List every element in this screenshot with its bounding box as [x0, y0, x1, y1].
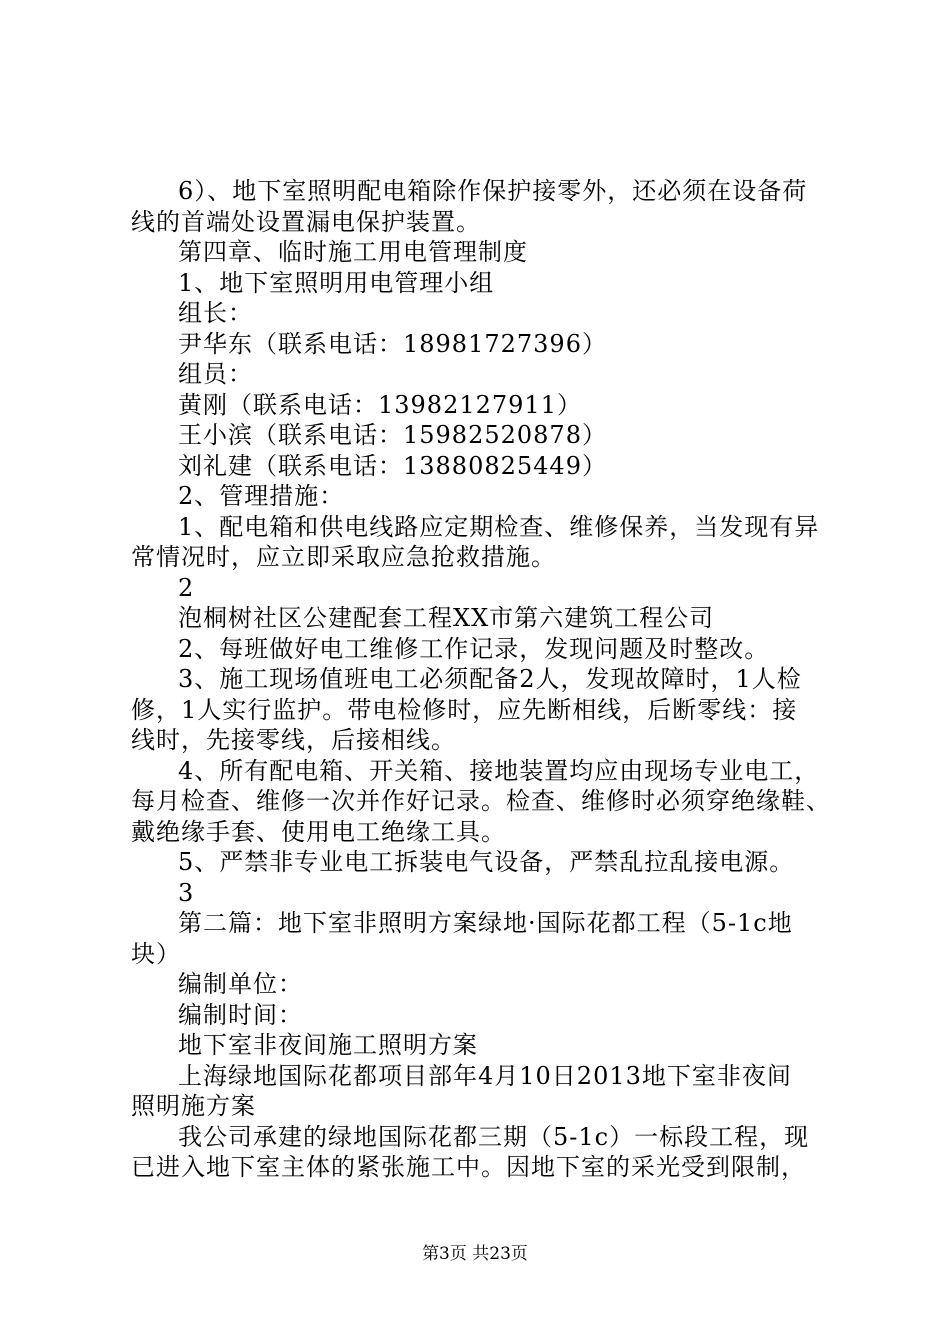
text-line: 5、严禁非专业电工拆装电气设备，严禁乱拉乱接电源。: [178, 848, 795, 876]
text-line: 编制时间：: [178, 1000, 303, 1029]
text-line: 2、管理措施：: [178, 482, 345, 510]
text-line: 3: [178, 878, 195, 907]
text-line: 王小滨（联系电话：15982520878）: [178, 421, 607, 449]
text-line: 第二篇：地下室非照明方案绿地·国际花都工程（5-1c地: [178, 909, 793, 937]
text-line: 修，1人实行监护。带电检修时，应先断相线，后断零线：接: [131, 695, 798, 724]
text-line: 组长：: [178, 299, 253, 327]
text-line: 上海绿地国际花都项目部年4月10日2013地下室非夜间: [178, 1061, 792, 1090]
text-line: 尹华东（联系电话：18981727396）: [178, 329, 607, 358]
text-line: 块）: [131, 939, 181, 968]
text-line: 3、施工现场值班电工必须配备2人，发现故障时，1人检: [178, 665, 802, 693]
text-line: 4、所有配电箱、开关箱、接地装置均应由现场专业电工，: [178, 756, 820, 785]
text-line: 1、地下室照明用电管理小组: [178, 268, 495, 297]
text-line: 刘礼建（联系电话：13880825449）: [178, 451, 607, 480]
text-line: 6）、地下室照明配电箱除作保护接零外，还必须在设备荷: [178, 177, 808, 205]
document-body: [131, 176, 831, 1183]
text-line: 照明施方案: [131, 1092, 256, 1120]
text-line: 编制单位：: [178, 970, 303, 998]
text-line: 泡桐树社区公建配套工程XX市第六建筑工程公司: [178, 604, 715, 632]
text-line: 线的首端处设置漏电保护装置。: [131, 207, 481, 236]
page-footer: 第3页 共23页: [422, 1244, 528, 1264]
text-line: 常情况时，应立即采取应急抢救措施。: [131, 543, 556, 571]
text-line: 1、配电箱和供电线路应定期检查、维修保养，当发现有异: [178, 512, 820, 541]
text-line: 2: [178, 573, 195, 602]
text-line: 每月检查、维修一次并作好记录。检查、维修时必须穿绝缘鞋、: [131, 787, 831, 815]
text-line: 2、每班做好电工维修工作记录，发现问题及时整改。: [178, 634, 770, 663]
text-line: 地下室非夜间施工照明方案: [178, 1031, 478, 1059]
text-line: 戴绝缘手套、使用电工绝缘工具。: [131, 817, 506, 846]
text-line: 我公司承建的绿地国际花都三期（5-1c）一标段工程，现: [178, 1122, 810, 1151]
text-line: 线时，先接零线，后接相线。: [131, 726, 456, 754]
text-line: 已进入地下室主体的紧张施工中。因地下室的采光受到限制，: [131, 1153, 806, 1181]
text-line: 组员：: [178, 360, 253, 388]
text-line: 第四章、临时施工用电管理制度: [178, 238, 528, 266]
text-line: 黄刚（联系电话：13982127911）: [178, 390, 582, 419]
